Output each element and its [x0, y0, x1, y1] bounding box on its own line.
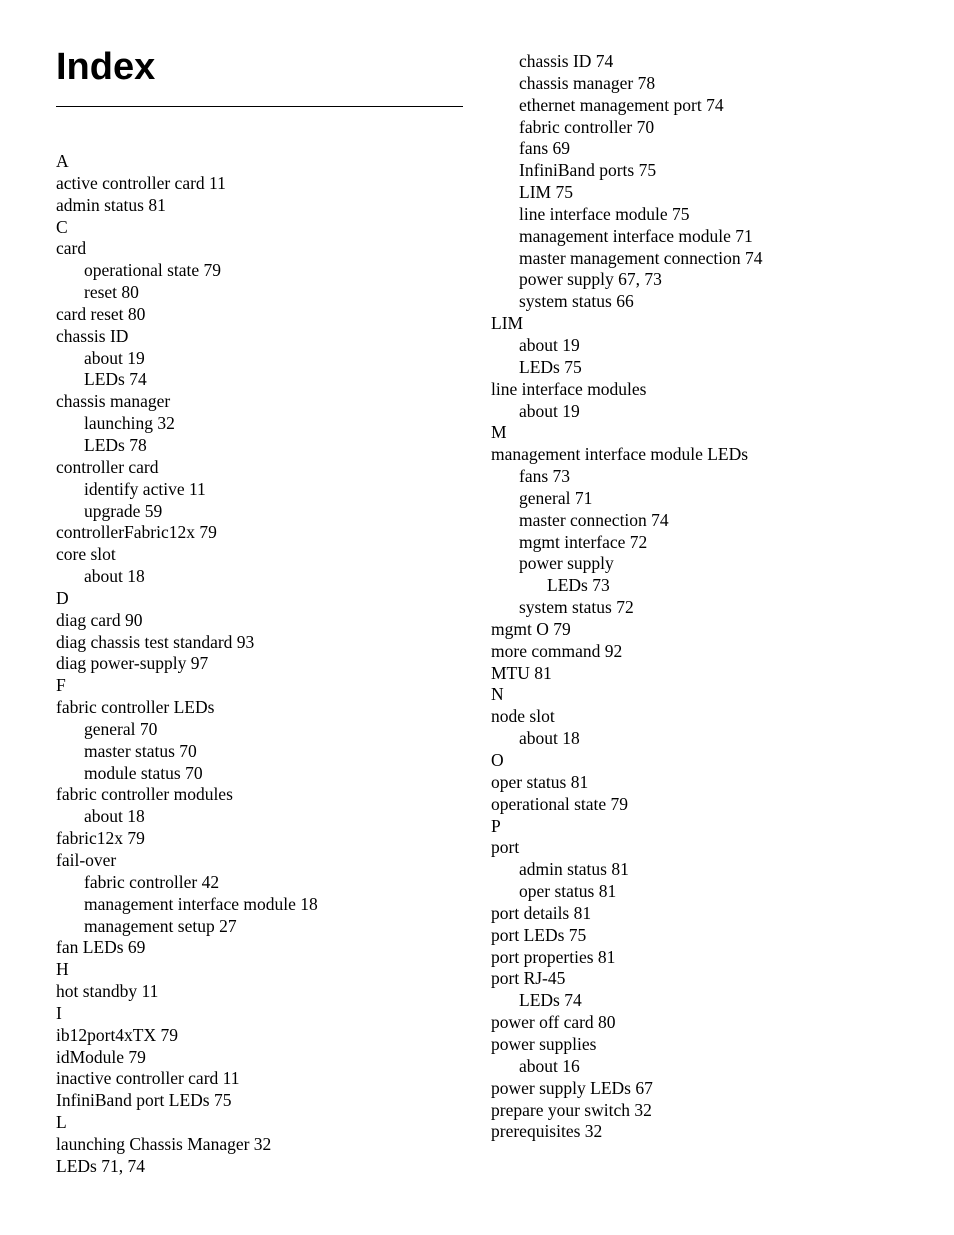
- index-entry: power supply LEDs 67: [491, 1077, 653, 1098]
- index-subentry: fabric controller 70: [519, 116, 655, 137]
- index-entry: chassis manager: [56, 391, 171, 412]
- index-entry: port: [491, 837, 520, 858]
- index-subentry: LEDs 75: [519, 356, 582, 377]
- index-subentry: chassis manager 78: [519, 72, 656, 93]
- index-entry: inactive controller card 11: [56, 1068, 240, 1089]
- index-entry: diag card 90: [56, 609, 143, 630]
- index-entry: card reset 80: [56, 303, 146, 324]
- index-subentry: admin status 81: [519, 859, 629, 880]
- index-letter-heading: D: [56, 587, 69, 608]
- index-entry: management interface module LEDs: [491, 444, 749, 465]
- index-subentry: fabric controller 42: [84, 871, 220, 892]
- index-entry: port RJ-45: [491, 968, 566, 989]
- index-entry: mgmt O 79: [491, 618, 571, 639]
- index-subentry: master status 70: [84, 740, 197, 761]
- index-subentry: operational state 79: [84, 260, 222, 281]
- index-entry: operational state 79: [491, 793, 629, 814]
- index-letter-heading: I: [56, 1002, 62, 1023]
- index-entry: MTU 81: [491, 662, 552, 683]
- index-subentry: LEDs 78: [84, 434, 147, 455]
- index-subentry: reset 80: [84, 282, 139, 303]
- index-subentry: management interface module 18: [84, 893, 318, 914]
- index-entry: fail-over: [56, 850, 117, 870]
- index-subentry: chassis ID 74: [519, 51, 614, 71]
- index-entry: fabric controller LEDs: [56, 697, 215, 718]
- index-subentry: oper status 81: [519, 881, 617, 902]
- index-subentry: LIM 75: [519, 182, 573, 203]
- index-letter-heading: M: [491, 422, 507, 443]
- index-entry: diag power-supply 97: [56, 653, 209, 674]
- index-entry: node slot: [491, 706, 555, 727]
- index-subentry: LEDs 74: [519, 990, 582, 1011]
- index-subentry: management setup 27: [84, 915, 237, 936]
- index-subentry: management interface module 71: [519, 225, 753, 246]
- index-entry: controllerFabric12x 79: [56, 522, 217, 543]
- index-entry: LIM: [491, 313, 524, 334]
- index-subentry: general 70: [84, 718, 158, 739]
- index-right-column: [491, 51, 762, 1143]
- page-title: Index: [56, 46, 156, 88]
- index-entry: more command 92: [491, 640, 623, 661]
- index-letter-heading: P: [491, 815, 501, 836]
- index-entry: power off card 80: [491, 1012, 616, 1033]
- index-subentry: about 16: [519, 1055, 580, 1076]
- index-entry: core slot: [56, 544, 116, 565]
- index-entry: controller card: [56, 456, 159, 477]
- index-entry: hot standby 11: [56, 981, 159, 1002]
- index-entry: card: [56, 238, 87, 259]
- index-subentry: module status 70: [84, 762, 203, 783]
- index-subentry: system status 66: [519, 291, 634, 312]
- index-entry: port LEDs 75: [491, 924, 587, 945]
- index-subentry: about 18: [84, 806, 145, 827]
- index-subentry: about 18: [84, 566, 145, 587]
- index-entry: line interface modules: [491, 378, 647, 399]
- index-entry: launching Chassis Manager 32: [56, 1133, 272, 1154]
- index-entry: port properties 81: [491, 946, 616, 967]
- index-subentry: mgmt interface 72: [519, 531, 648, 552]
- index-subentry: LEDs 74: [84, 369, 147, 390]
- index-left-column: [56, 151, 318, 1178]
- index-subentry: power supply 67, 73: [519, 269, 662, 290]
- index-entry: ib12port4xTX 79: [56, 1024, 179, 1045]
- index-subentry: fans 73: [519, 466, 571, 487]
- index-entry: diag chassis test standard 93: [56, 631, 255, 652]
- index-entry: fabric controller modules: [56, 784, 233, 805]
- index-subentry: identify active 11: [84, 478, 206, 499]
- index-letter-heading: C: [56, 216, 68, 237]
- index-subentry: about 19: [519, 400, 580, 421]
- index-subentry: about 19: [519, 334, 580, 355]
- index-subentry: system status 72: [519, 597, 634, 618]
- index-subentry: ethernet management port 74: [519, 94, 724, 115]
- index-entry: power supplies: [491, 1033, 597, 1054]
- index-letter-heading: F: [56, 675, 66, 696]
- index-entry: admin status 81: [56, 194, 166, 215]
- index-subentry: fans 69: [519, 138, 571, 159]
- index-letter-heading: L: [56, 1112, 67, 1133]
- index-entry: LEDs 71, 74: [56, 1155, 145, 1176]
- index-entry: oper status 81: [491, 771, 589, 792]
- index-entry: idModule 79: [56, 1046, 146, 1067]
- index-subentry: power supply: [519, 553, 614, 574]
- index-subentry: about 18: [519, 728, 580, 749]
- index-subentry: launching 32: [84, 413, 175, 434]
- index-subentry: about 19: [84, 347, 145, 368]
- index-subentry: master connection 74: [519, 509, 669, 530]
- index-letter-heading: A: [56, 151, 69, 171]
- index-entry: fabric12x 79: [56, 828, 145, 849]
- title-divider: [56, 106, 463, 107]
- index-subentry: master management connection 74: [519, 247, 763, 268]
- index-subentry: general 71: [519, 487, 593, 508]
- index-entry: chassis ID: [56, 325, 129, 346]
- index-entry: prepare your switch 32: [491, 1099, 652, 1120]
- index-entry: InfiniBand port LEDs 75: [56, 1090, 232, 1111]
- index-subentry: LEDs 73: [547, 575, 610, 596]
- index-letter-heading: O: [491, 750, 504, 770]
- index-entry: port details 81: [491, 902, 592, 923]
- index-subentry: upgrade 59: [84, 500, 163, 521]
- index-subentry: InfiniBand ports 75: [519, 160, 657, 181]
- index-entry: fan LEDs 69: [56, 937, 146, 958]
- index-letter-heading: H: [56, 959, 69, 980]
- index-letter-heading: N: [491, 684, 504, 705]
- index-entry: active controller card 11: [56, 172, 226, 193]
- index-subentry: line interface module 75: [519, 203, 690, 224]
- index-entry: prerequisites 32: [491, 1121, 603, 1142]
